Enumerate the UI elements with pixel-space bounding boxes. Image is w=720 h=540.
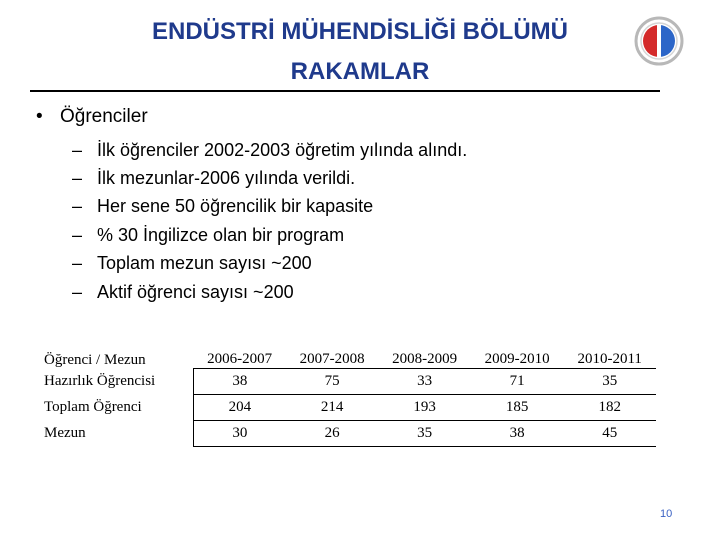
title-divider	[30, 90, 660, 92]
sub-item: – İlk öğrenciler 2002-2003 öğretim yılında alındı.	[72, 140, 468, 160]
page-title-line-2: RAKAMLAR	[290, 58, 430, 85]
sub-item-text: % 30 İngilizce olan bir program	[97, 225, 345, 245]
table-cell: 71	[471, 369, 564, 395]
table-cell: 33	[378, 369, 471, 395]
column-header-year: 2006-2007	[207, 351, 273, 367]
table-cell: 38	[193, 369, 286, 395]
bullet-students	[36, 105, 148, 129]
table-cell: 30	[193, 421, 286, 447]
table-cell: 193	[378, 395, 471, 421]
column-header-year: 2007-2008	[299, 351, 365, 367]
row-label: Toplam Öğrenci	[44, 399, 142, 415]
row-label: Mezun	[44, 425, 86, 441]
page-number: 10	[660, 508, 673, 520]
page-title-line-1: ENDÜSTRİ MÜHENDİSLİĞİ BÖLÜMÜ	[152, 18, 568, 45]
sub-item: – Her sene 50 öğrencilik bir kapasite	[72, 196, 374, 216]
table-row	[44, 369, 656, 395]
table-row	[44, 421, 656, 447]
table-cell: 35	[378, 421, 471, 447]
sub-item-text: Aktif öğrenci sayısı ~200	[97, 282, 294, 302]
sub-item-text: İlk öğrenciler 2002-2003 öğretim yılında alındı.	[97, 140, 468, 160]
table-cell: 45	[563, 421, 656, 447]
sub-item-text: Her sene 50 öğrencilik bir kapasite	[97, 196, 374, 216]
bullet-dot: •	[36, 106, 43, 127]
row-label: Hazırlık Öğrencisi	[44, 373, 156, 389]
column-header-year: 2010-2011	[577, 351, 642, 367]
statistics-table	[44, 340, 656, 447]
table-cell: 26	[286, 421, 379, 447]
table-cell: 38	[471, 421, 564, 447]
table-cell: 185	[471, 395, 564, 421]
university-logo-icon	[634, 16, 684, 66]
table-header-label: Öğrenci / Mezun	[44, 351, 146, 368]
table-cell: 214	[286, 395, 379, 421]
table-header-row	[44, 340, 656, 369]
sub-item: – Aktif öğrenci sayısı ~200	[72, 282, 294, 302]
sub-item-text: Toplam mezun sayısı ~200	[97, 253, 312, 273]
table-cell: 75	[286, 369, 379, 395]
sub-item: – % 30 İngilizce olan bir program	[72, 225, 345, 245]
table-cell: 35	[563, 369, 656, 395]
sub-item: – Toplam mezun sayısı ~200	[72, 253, 312, 273]
sub-item-text: İlk mezunlar-2006 yılında verildi.	[97, 168, 356, 188]
table-row	[44, 395, 656, 421]
column-header-year: 2008-2009	[392, 351, 458, 367]
column-header-year: 2009-2010	[484, 351, 550, 367]
sub-item: – İlk mezunlar-2006 yılında verildi.	[72, 168, 356, 188]
bullet-label: Öğrenciler	[60, 106, 148, 127]
table-cell: 182	[563, 395, 656, 421]
table-cell: 204	[193, 395, 286, 421]
